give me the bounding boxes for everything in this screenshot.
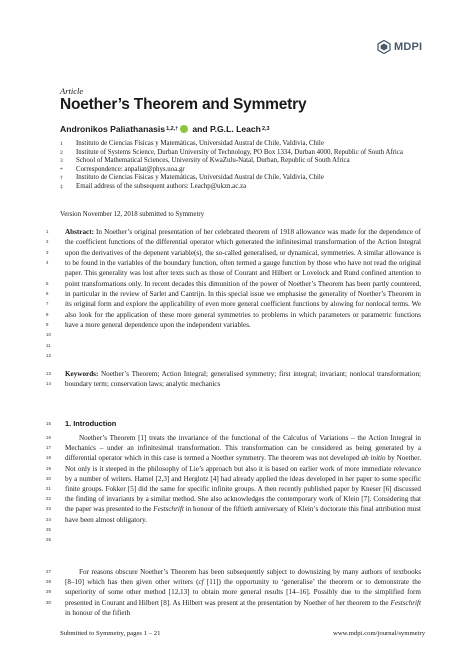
line-number: 14 <box>46 381 51 386</box>
footer-journal-info: Submitted to Symmetry, pages 1 – 21 <box>60 630 161 637</box>
line-number: 18 <box>46 455 51 460</box>
paragraph-text: For reasons obscure Noether’s Theorem has been subsequently subject to downsizing by many authors of textbooks [8–10] which has then given other writers ( <box>65 568 421 587</box>
line-number: 26 <box>46 537 51 542</box>
abstract-text: In Noether’s original presentation of her celebrated theorem of 1918 allowance was made for the dependence of the coefficient functions of the differential operator which generated the infinitesimal transformation of the Action Integral upon the derivatives of the depenent variable(s), the so-called generalised, or dynamical, symmetries. A similar allowance is to be found in the variables of the boundary function, often termed a gauge function by those who have not read the original paper. This generality was lost after texts such as those of Courant and Hilbert or Lovelock and Rund confined attention to point transformations only. In recent decades this dimunition of the power of Noether’s Theorem has been partly countered, in particular in the review of Sarlet and Cantrijn. In this special issue we emphasise the generality of Noether’s Theorem in its original form and explore the applicability of even more general coefficient functions by alowing for nonlocal terms. We also look for the application of these more general symmetries to problems in which parameters or parametric functions have a more general dependence upon the independent variables. <box>65 228 421 330</box>
line-number: 23 <box>46 506 51 511</box>
page-title: Noether’s Theorem and Symmetry <box>60 96 307 113</box>
affiliation-mark: 2 <box>60 149 63 156</box>
line-number: 21 <box>46 486 51 491</box>
affiliation-item <box>60 166 430 175</box>
affiliation-mark: 3 <box>60 158 63 165</box>
affiliation-item <box>60 174 430 183</box>
line-number: 20 <box>46 476 51 481</box>
line-number: 15 <box>46 421 51 426</box>
line-number: 11 <box>46 343 51 348</box>
paragraph-text: in honour of the fifieth <box>65 608 131 617</box>
line-number: 1 <box>46 229 49 234</box>
abstract <box>65 227 421 330</box>
affiliation-item <box>60 183 430 192</box>
keywords-label: Keywords: <box>65 370 99 378</box>
italic-term: Festschrift <box>153 505 184 514</box>
footer-journal-url[interactable]: www.mdpi.com/journal/symmetry <box>333 630 426 637</box>
line-number: 8 <box>46 312 49 317</box>
affiliation-text: Instituto de Ciencias Físicas y Matemáticas, Universidad Austral de Chile, Valdivia, Chile <box>76 140 324 147</box>
line-number: 13 <box>46 371 51 376</box>
keywords-text: Noether’s Theorem; Action Integral; generalised symmetry; first integral; invariant; nonlocal transformation; boundary term; conservation laws; analytic mechanics <box>65 370 421 389</box>
line-number: 24 <box>46 517 51 522</box>
mdpi-logo-icon <box>377 40 391 54</box>
author-affiliation-marks: 2,3 <box>261 126 270 132</box>
line-number: 9 <box>46 322 49 327</box>
line-number: 7 <box>46 301 49 306</box>
affiliation-mark: * <box>60 166 63 173</box>
line-number: 6 <box>46 291 49 296</box>
affiliation-item <box>60 149 430 158</box>
section-heading: 1. Introduction <box>65 419 117 428</box>
italic-term: Festschrift <box>390 598 421 607</box>
italic-term: cf <box>198 578 204 587</box>
affiliation-text: School of Mathematical Sciences, University of KwaZulu-Natal, Durban, Republic of South Africa <box>76 157 350 165</box>
journal-logo-text: MDPI <box>394 41 423 53</box>
author-affiliation-marks: 1,2,† <box>166 126 179 132</box>
line-number: 19 <box>46 466 51 471</box>
author-email[interactable]: Email address of the subsequent authors: Leachp@ukzn.ac.za <box>76 182 247 190</box>
journal-logo <box>377 40 422 54</box>
line-number: 30 <box>46 600 51 605</box>
line-number: 12 <box>46 353 51 358</box>
affiliation-text: Institute of Systems Science, Durban University of Technology, PO Box 1334, Durban 4000, Republic of South Africa <box>76 148 403 156</box>
line-number: 29 <box>46 589 51 594</box>
author-list <box>60 124 270 134</box>
abstract-label: Abstract: <box>65 228 94 236</box>
line-number: 28 <box>46 579 51 584</box>
paragraph-text: [11]) the opportunity to ‘generalise’ the theorem or to demonstrate the superiority of some other method [12,13] to obtain more general results [14–16]. Possibly due to the simplified form presented in Courant and Hilbert [8]. As Hilbert was present at the presentation by Noether of her theorem to the <box>65 578 421 607</box>
keywords <box>65 369 421 389</box>
affiliation-mark: ‡ <box>60 183 63 190</box>
affiliation-text: Instituto de Ciencias Físicas y Matemáticas, Universidad Austral de Chile, Valdivia, Chile <box>76 174 324 182</box>
line-number: 5 <box>46 281 49 286</box>
author-name: P.G.L. Leach <box>209 124 261 134</box>
intro-paragraph <box>65 433 421 525</box>
affiliation-list <box>60 140 430 192</box>
paragraph-text: in honour of the fiftieth anniversary of Klein’s doctorate this final attribution must have been almost obligatory. <box>65 505 421 524</box>
line-number: 10 <box>46 332 51 337</box>
line-number: 25 <box>46 527 51 532</box>
line-number: 16 <box>46 435 51 440</box>
line-number: 22 <box>46 496 51 501</box>
affiliation-mark: 1 <box>60 141 63 147</box>
correspondence-email[interactable]: Correspondence: anpaliat@phys.uoa.gr <box>76 165 185 173</box>
author-name: Andronikos Paliathanasis <box>60 124 166 134</box>
line-number: 4 <box>46 260 49 265</box>
affiliation-item <box>60 157 430 166</box>
line-number: 17 <box>46 445 51 450</box>
line-number: 27 <box>46 569 51 574</box>
line-number: 2 <box>46 239 49 244</box>
paragraph-text: Noether’s Theorem [1] treats the invariance of the functional of the Calculus of Variations – the Action Integral in Mechanics – under an infinitesimal transformation. This transformation can be considered as being generated by a differential operator which in this case is termed a Noether symmetry. The theorem was not developed <box>65 434 421 463</box>
italic-term: ab initio <box>361 454 386 463</box>
line-number: 3 <box>46 250 49 255</box>
paragraph-text: by Noether. Not only is it steeped in the philosophy of Lie’s approach but also it is based on earlier work of more immediate relevance by a number of writers. Hamel [2,3] and Herglotz [4] had already applied the ideas developed in her paper to some specific finite groups. Fokker [5] did the same for specific infinite groups. A then recently published paper by Kneser [6] discussed the finding of invariants by a similar method. She also acknowledges the contemporary work of Klein [7]. Considering that the paper was presented to the <box>65 454 421 514</box>
author-joiner: and <box>192 124 208 134</box>
affiliation-mark: † <box>60 175 63 182</box>
affiliation-item <box>60 140 430 149</box>
version-line: Version November 12, 2018 submitted to Symmetry <box>60 211 205 218</box>
article-type: Article <box>60 86 84 96</box>
orcid-icon[interactable] <box>180 125 188 133</box>
intro-paragraph <box>65 567 421 618</box>
